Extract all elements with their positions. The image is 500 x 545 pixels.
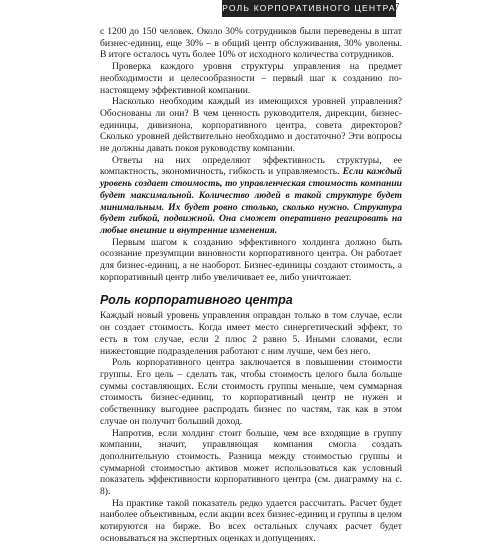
- page-body: [100, 26, 402, 545]
- paragraph: Насколько необходим каждый из имеющихся уровней управления? Обоснованы ли они? В чем ценность руководителя, дирекции, бизнес-единицы, дивизиона, корпоративного центра, совета директоров? Сколько уровней действительно необходимо и достаточно? Эти вопросы не должны давать покоя руководству компании.: [100, 96, 402, 155]
- paragraph-text: Ответы на них определяют эффективность структуры, ее компактность, экономичность, гибкость и управляемость.: [100, 154, 402, 178]
- page-number: 7: [394, 1, 400, 13]
- paragraph: Первым шагом к созданию эффективного холдинга должно быть осознание презумпции виновности корпоративного центра. Он работает для бизнес-единиц, а не наоборот. Бизнес-единицы создают стоимость, а корпоративный центр либо увеличивает ее, либо уничтожает.: [100, 236, 402, 283]
- paragraph: с 1200 до 150 человек. Около 30% сотрудников были переведены в штат бизнес-единиц, еще 30% – в общий центр обслуживания, 30% уволены. В итоге осталось чуть более 10% от исходного количества сотрудников.: [100, 26, 402, 61]
- running-header: [0, 0, 500, 20]
- paragraph: Напротив, если холдинг стоит больше, чем все входящие в группу компании, значит, управляющая компания смогла создать дополнительную стоимость. Разница между стоимостью группы и суммарной стоимостью активов может использоваться как условный показатель эффективности корпоративного центра (см. диаграмму на с. 8).: [100, 427, 402, 498]
- paragraph: На практике такой показатель редко удается рассчитать. Расчет будет наиболее объективным, если акции всех бизнес-единиц и группы в целом котируются на бирже. Во всех остальных случаях расчет будет основываться на экспертных оценках и допущениях.: [100, 497, 402, 544]
- section-heading: Роль корпоративного центра: [100, 293, 293, 308]
- running-title: РОЛЬ КОРПОРАТИВНОГО ЦЕНТРА: [222, 3, 396, 13]
- paragraph: Каждый новый уровень управления оправдан только в том случае, если он создает стоимость. Когда имеет место синергетический эффект, то есть в том случае, если 2 плюс 2 равно 5. Иными словами, если нижестоящие подразделения работают с ним лучше, чем без него.: [100, 310, 402, 357]
- paragraph: Роль корпоративного центра заключается в повышении стоимости группы. Его цель – сделать так, чтобы стоимость целого была больше суммы составляющих. Если стоимость группы меньше, чем суммарная стоимость бизнес-единиц, то корпоративный центр не нужен и собственнику выгоднее распродать бизнес по частям, так как в этом случае он получит больший доход.: [100, 357, 402, 427]
- paragraph: [100, 155, 402, 237]
- emphasized-text: Если каждый уровень создает стоимость, то управленческая стоимость компании будет максимальной. Количество людей в такой структуре будет минимальным. Их будет ровно столько, сколько нужно. Структура будет гибкой, подвижной. Она сможет оперативно реагировать на любые внешние и внутренние изменения.: [100, 166, 402, 236]
- paragraph: Проверка каждого уровня структуры управления на предмет необходимости и целесообразности – первый шаг к созданию по-настоящему эффективной компании.: [100, 61, 402, 96]
